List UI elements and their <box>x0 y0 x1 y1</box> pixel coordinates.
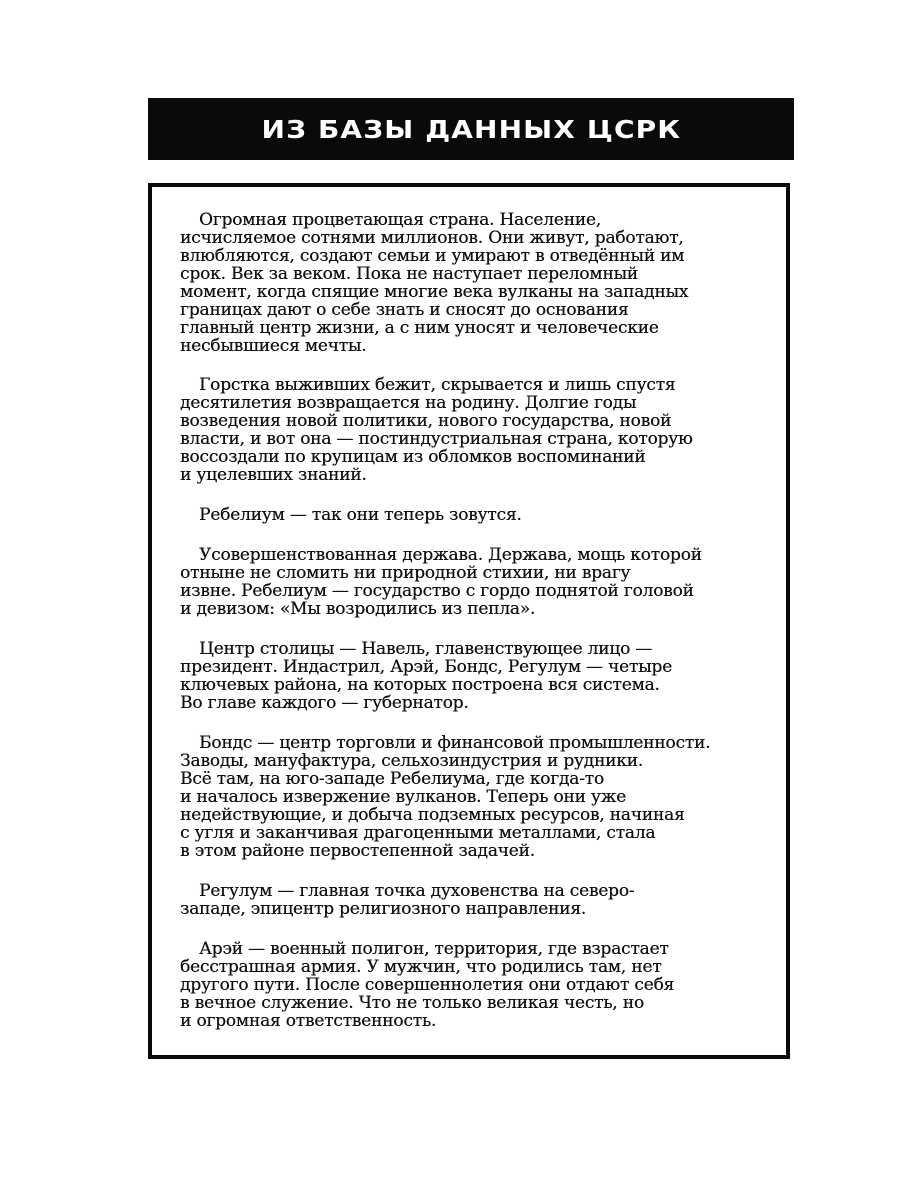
paragraph: Усовершенствованная держава. Держава, мощь которой отныне не сломить ни природной стихии, ни врагу извне. Ребелиум — государство с гордо поднятой головой и девизом: «Мы возродились из пепла». <box>180 545 702 619</box>
paragraph: Ребелиум — так они теперь зовутся. <box>199 505 522 525</box>
paragraph: Арэй — военный полигон, территория, где взрастает бесстрашная армия. У мужчин, что родились там, нет другого пути. После совершеннолетия они отдают себя в вечное служение. Что не только великая честь, но и огромная ответственность. <box>180 939 675 1031</box>
header-bar <box>148 98 794 160</box>
header-title: ИЗ БАЗЫ ДАННЫХ ЦСРК <box>261 114 681 144</box>
text-box <box>148 183 790 1059</box>
paragraph: Горстка выживших бежит, скрывается и лишь спустя десятилетия возвращается на родину. Долгие годы возведения новой политики, нового государства, новой власти, и вот она — постиндустриальная страна, которую воссоздали по крупицам из обломков воспоминаний и уцелевших знаний. <box>180 375 693 485</box>
paragraph: Регулум — главная точка духовенства на северо- западе, эпицентр религиозного направления. <box>180 881 635 919</box>
paragraph: Бондс — центр торговли и финансовой промышленности. Заводы, мануфактура, сельхозиндустрия и рудники. Всё там, на юго-западе Ребелиума, где когда-то и началось извержение вулканов. Теперь они уже недействующие, и добыча подземных ресурсов, начиная с угля и заканчивая драгоценными металлами, стала в этом районе первостепенной задачей. <box>180 733 711 861</box>
paragraph: Центр столицы — Навель, главенствующее лицо — президент. Индастрил, Арэй, Бондс, Регулум — четыре ключевых района, на которых построена вся система. Во главе каждого — губернатор. <box>180 639 672 713</box>
paragraph: Огромная процветающая страна. Население, исчисляемое сотнями миллионов. Они живут, работают, влюбляются, создают семьи и умирают в отведённый им срок. Век за веком. Пока не наступает переломный момент, когда спящие многие века вулканы на западных границах дают о себе знать и сносят до основания главный центр жизни, а с ним уносят и человеческие несбывшиеся мечты. <box>180 210 689 356</box>
